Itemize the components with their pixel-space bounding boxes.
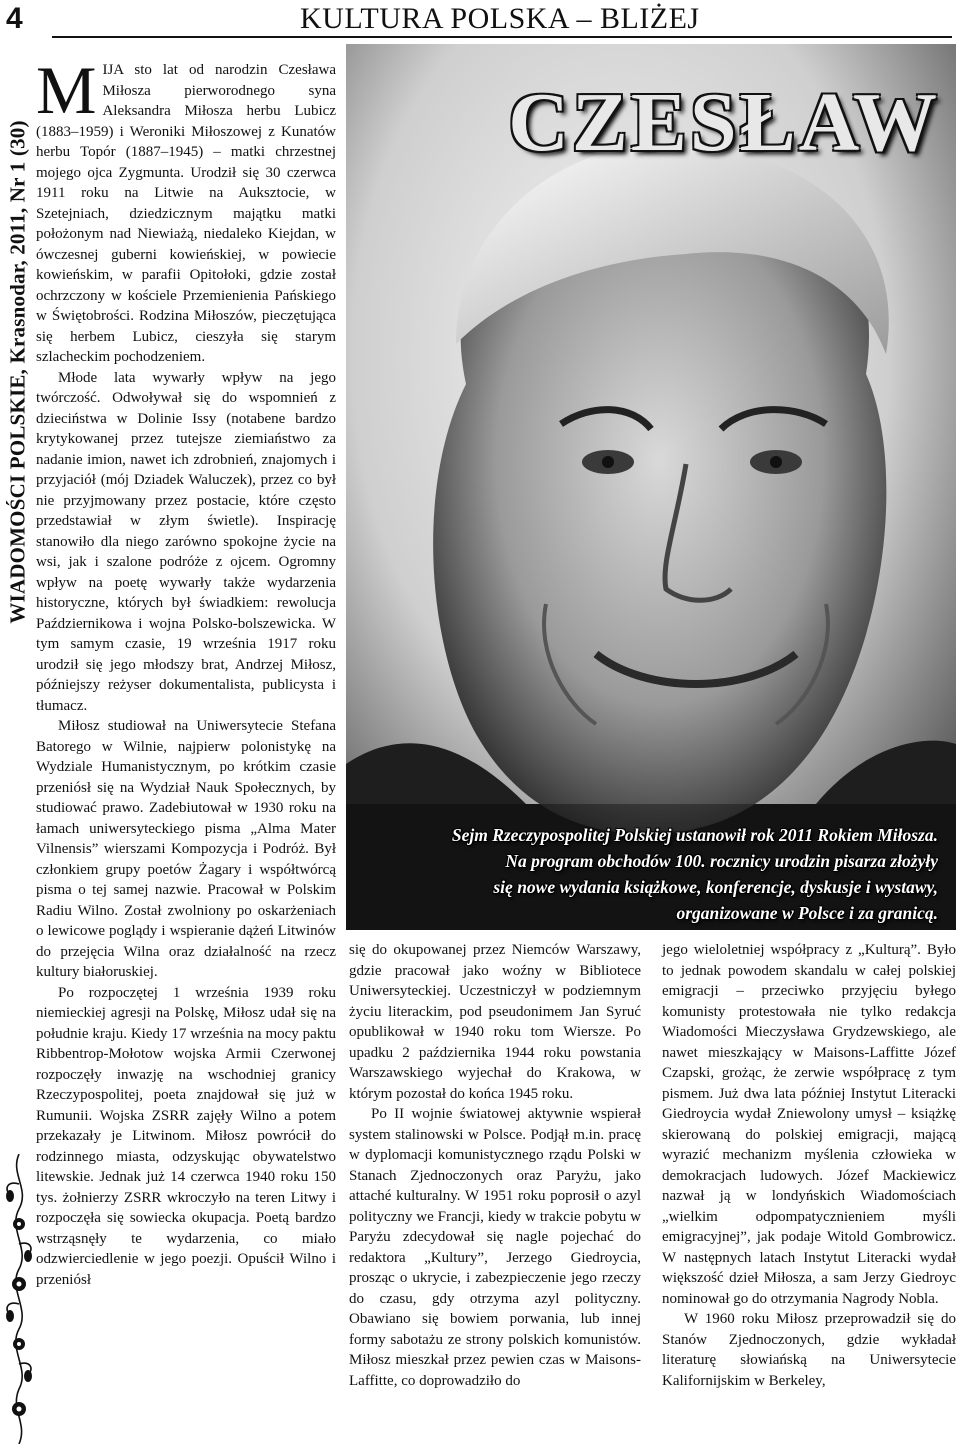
floral-ornament-icon xyxy=(2,1154,36,1444)
article-paragraph: W 1960 roku Miłosz przeprowadził się do Stanów Zjednoczonych, gdzie wykładał literaturę słowiańską na Uniwersytecie Kalifornijskim w Berkeley, xyxy=(662,1311,956,1389)
article-paragraph: Po II wojnie światowej aktywnie wspierał system stalinowski w Polsce. Podjął m.in. pracę w dyplomacji komunistycznego rządu Polski w Stanach Zjednoczonych oraz Paryżu, jako attaché kulturalny. W 1951 roku poprosił o azyl polityczny we Francji, kiedy w trakcie pobytu w Paryżu zdecydował się nagle pojechać do redaktora „Kultury”, Jerzego Giedroycia, prosząc o ukrycie, i zabezpieczenie jego rzeczy do czasu, gdy otrzyma azyl polityczny. Obawiano się bowiem porwania, lub innej formy sabotażu ze strony polskich komunistów. Miłosz mieszkał przez pewien czas w Maisons-Laffitte, co doprowadziło do xyxy=(349,1106,641,1389)
paragraph-text: IJA sto lat od narodzin Czesława Miłosza pierworodnego syna Aleksandra Miłosza herbu Lubicz (1883–1959) i Weroniki Miłoszowej z Kunatów herbu Topór (1887–1945) – matki chrzestnej mojego ojca Zygmunta. Urodził się 30 czerwca 1911 roku na Litwie na Auksztocie, w Szetejniach, dziedzicznym majątku matki położonym nad Niewiażą, niedaleko Kiejdan, w ówczesnej guberni kowieńskiej, w powiecie kowieńskim, w parafii Opitołoki, gdzie został ochrzczony w kościele Przemienienia Pańskiego w Świętobrości. Rodzina Miłoszów, pieczętująca się herbem Lubicz, cieszyła się starym szlacheckim pochodzeniem. xyxy=(36,62,336,365)
sidebar-strip xyxy=(0,42,36,1402)
photo-caption xyxy=(378,822,938,926)
page-header xyxy=(0,0,960,42)
header-rule xyxy=(52,36,952,38)
caption-line: Na program obchodów 100. rocznicy urodzin pisarza złożyły xyxy=(505,851,938,871)
caption-line: Sejm Rzeczypospolitej Polskiej ustanowił rok 2011 Rokiem Miłosza. xyxy=(451,825,938,845)
article-column-left xyxy=(36,52,336,1290)
portrait-illustration xyxy=(346,44,956,930)
caption-line: organizowane w Polsce i za granicą. xyxy=(676,903,938,923)
page-number: 4 xyxy=(6,2,23,35)
article-paragraph: się do okupowanej przez Niemców Warszawy, gdzie pracował jako woźny w Bibliotece Uniwersyteckiej. Uczestniczył w podziemnym życiu literackim, pod pseudonimem Jan Syruć opublikował w 1940 roku tom Wiersze. Po upadku 2 października 1944 roku powstania Warszawskiego wyjechał do Krakowa, w którym pozostał do końca 1945 roku. xyxy=(349,942,641,1102)
article-paragraph: Miłosz studiował na Uniwersytecie Stefana Batorego w Wilnie, najpierw polonistykę na Wydziale Humanistycznym, po krótkim czasie przeniósł się na Wydział Nauk Społecznych, by studiować prawo. Zadebiutował w 1930 roku na łamach uniwersyteckiego pisma „Alma Mater Vilnensis” wierszami Kompozycja i Podróż. Był członkiem grupy poetów Żagary i współtwórcą pisma o tej samej nazwie. Pracował w Polskim Radiu Wilno. Został zwolniony po oskarżeniach o lewicowe poglądy i wspieranie dążeń Litwinów do przejęcia Wilna oraz działalność na rzecz kultury białoruskiej. xyxy=(36,718,336,980)
caption-line: się nowe wydania książkowe, konferencje, dyskusje i wystawy, xyxy=(493,877,938,897)
article-paragraph xyxy=(36,52,336,368)
article-paragraph: Młode lata wywarły wpływ na jego twórczość. Odwoływał się do wspomnień z dzieciństwa w Dolinie Issy (notabene bardzo krytykowanej przez tutejsze ziemiaństwo za nadanie imion, nawet ich zdrobnień, znajomych i przyjaciół (mój Dziadek Waluczek), przez co był nie przyjmowany przez postacie, które często przedstawiał w złym świetle). Inspirację stanowiło dla niego zarówno spokojne życie na wsi, jak i szalone podróże z ojcem. Ogromny wpływ na poetę wywarły także wydarzenia historyczne, których był świadkiem: rewolucja Październikowa i wojna Polsko-bolszewicka. W tym samym czasie, 19 września 1917 roku urodził się jego młodszy brat, Andrzej Miłosz, późniejszy reżyser dokumentalista, publicysta i tłumacz. xyxy=(36,369,336,714)
section-title: KULTURA POLSKA – BLIŻEJ xyxy=(300,2,700,35)
portrait-photo xyxy=(346,44,956,930)
drop-cap: M xyxy=(36,52,97,128)
article-paragraph: Po rozpoczętej 1 września 1939 roku niemieckiej agresji na Polskę, Miłosz udał się na południe kraju. Kiedy 17 września na mocy paktu Ribbentrop-Mołotow wojska Armii Czerwonej rozpoczęły inwazję na wschodniej granicy Rzeczypospolitej, poeta znajdował się już w Rumunii. Wojska ZSRR zajęły Wilno a potem przekazały je Litwinom. Miłosz powrócił do rodzinnego miasta, odzyskując obywatelstwo litewskie. Jednak już 14 czerwca 1940 roku 150 tys. żołnierzy ZSRR wkroczyło na teren Litwy i rozpoczęła się sowiecka okupacja. Poetą bardzo wstrząsnęły te wydarzenia, co miało odzwierciedlenie w jego poezji. Opuścił Wilno i przeniósł xyxy=(36,984,336,1288)
publication-line: WIADOMOŚCI POLSKIE, Krasnodar, 2011, Nr 1 (30) xyxy=(5,120,30,624)
article-column-middle xyxy=(349,940,641,1391)
article-paragraph: jego wieloletniej współpracy z „Kulturą”. Było to jednak powodem skandalu w całej polskiej emigracji – przeciwko przyjęciu byłego komunisty protestowała nie tylko redakcja Wiadomości Mieczysława Grydzewskiego, ale nawet mieszkający w Maisons-Laffitte Józef Czapski, grożąc, że zerwie współpracę z tym pismem. Już dwa lata później Instytut Literacki Giedroycia wydał Zniewolony umysł – książkę skierowaną do polskiej emigracji, mającą wyrazić mechanizm myślenia człowieka w demokracjach ludowych. Józef Mackiewicz nazwał ją w londyńskich Wiadomościach „wielkim odpompatycznieniem myśli emigracyjnej”, jak podaje Witold Gombrowicz. W następnych latach Instytut Literacki wydał większość dzieł Miłosza, a sam Jerzy Giedroyc nominował go do otrzymania Nagrody Nobla. xyxy=(662,942,956,1307)
article-column-right xyxy=(662,940,956,1391)
photo-title: CZESŁAW xyxy=(508,76,940,169)
